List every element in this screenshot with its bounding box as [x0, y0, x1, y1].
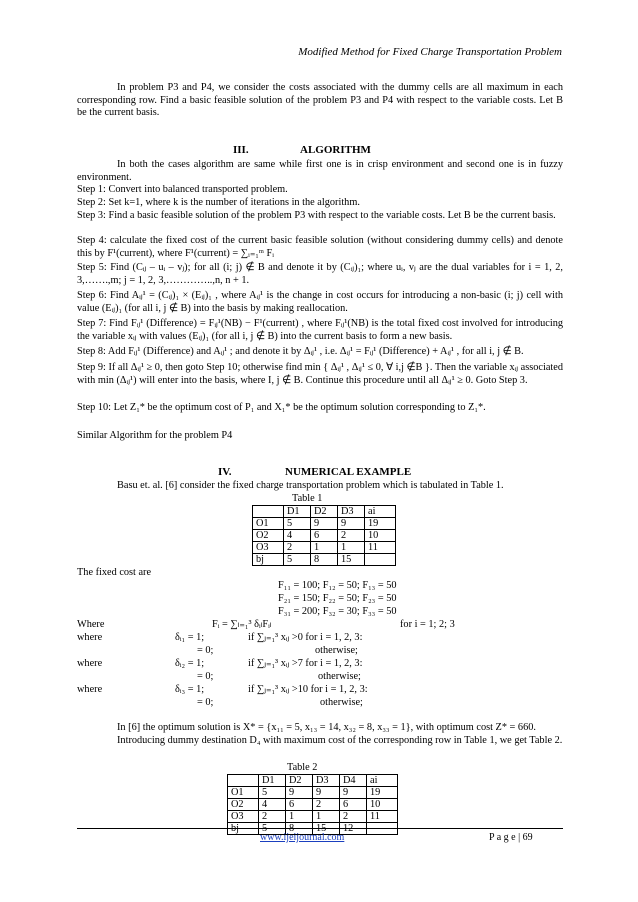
- fixed-cost-label: The fixed cost are: [77, 567, 152, 578]
- table-1-caption: Table 1: [292, 493, 323, 504]
- table-cell: D2: [286, 775, 313, 787]
- fixed-cost-row-1: F₁₁ = 100; F₁₂ = 50; F₁₃ = 50: [278, 580, 397, 591]
- table-header-row: [228, 775, 398, 787]
- table-row: [253, 554, 396, 566]
- intro-paragraph: In problem P3 and P4, we consider the costs associated with the dummy cells are all maximum in each corresponding row. Find a basic feasible solution of the problem P3 and P4 with respect to the variable costs. Let B be the current basis.: [77, 82, 563, 119]
- table-cell: 2: [284, 542, 311, 554]
- table-cell: D3: [313, 775, 340, 787]
- def-expr-1: δᵢ₁ = 1;: [175, 632, 205, 643]
- def-cond-1: if ∑ⱼ₌₁³ xᵢⱼ >0 for i = 1, 2, 3:: [248, 632, 363, 643]
- table-cell: bj: [228, 823, 259, 835]
- table-cell: 4: [259, 799, 286, 811]
- table-cell: D4: [340, 775, 367, 787]
- table-cell: 19: [365, 518, 396, 530]
- def-zero-1: = 0;: [197, 645, 214, 656]
- step-1: Step 1: Convert into balanced transported problem.: [77, 184, 288, 195]
- table-row: [228, 811, 398, 823]
- table-cell: bj: [253, 554, 284, 566]
- table-cell: 9: [338, 518, 365, 530]
- table-2: [227, 774, 398, 835]
- def-expr-2: δᵢ₂ = 1;: [175, 658, 205, 669]
- table-cell: 8: [311, 554, 338, 566]
- fixed-cost-row-3: F₃₁ = 200; F₃₂ = 30; F₃₃ = 50: [278, 606, 397, 617]
- table-cell: 2: [338, 530, 365, 542]
- table-cell: D3: [338, 506, 365, 518]
- table-cell: D1: [259, 775, 286, 787]
- table-cell: D1: [284, 506, 311, 518]
- footer-page-label: P a g e | 69: [489, 832, 533, 843]
- table-cell: 12: [340, 823, 367, 835]
- numerical-example-intro: Basu et. al. [6] consider the fixed charge transportation problem which is tabulated in Table 1.: [117, 480, 504, 491]
- table-2-caption: Table 2: [287, 762, 318, 773]
- def-cond-2: if ∑ⱼ₌₁³ xᵢⱼ >7 for i = 1, 2, 3:: [248, 658, 363, 669]
- table-cell: 5: [284, 518, 311, 530]
- table-1: [252, 505, 396, 566]
- table-cell: D2: [311, 506, 338, 518]
- table-cell: 1: [313, 811, 340, 823]
- table-cell: 15: [313, 823, 340, 835]
- table-cell: [365, 554, 396, 566]
- table-cell: 9: [286, 787, 313, 799]
- section-4-title: NUMERICAL EXAMPLE: [285, 466, 412, 478]
- def-otherwise-2: otherwise;: [318, 671, 361, 682]
- step-10: Step 10: Let Z₁* be the optimum cost of P₁ and X₁* be the optimum solution corresponding to Z₁*.: [77, 402, 486, 413]
- table-cell: [253, 506, 284, 518]
- table-cell: O1: [228, 787, 259, 799]
- footer-url[interactable]: www.ijeijournal.com: [260, 832, 345, 843]
- def-otherwise-1: otherwise;: [315, 645, 358, 656]
- running-title: Modified Method for Fixed Charge Transportation Problem: [298, 46, 562, 58]
- similar-algorithm-note: Similar Algorithm for the problem P4: [77, 430, 233, 441]
- table-cell: 9: [313, 787, 340, 799]
- table-cell: 11: [365, 542, 396, 554]
- def-label-3: where: [77, 684, 103, 695]
- def-label-2: where: [77, 658, 103, 669]
- table-cell: ai: [365, 506, 396, 518]
- algorithm-intro: In both the cases algorithm are same while first one is in crisp environment and second one is in fuzzy environment.: [77, 159, 563, 183]
- section-4-number: IV.: [218, 466, 232, 478]
- table-cell: 6: [340, 799, 367, 811]
- table-cell: 1: [286, 811, 313, 823]
- table-cell: 19: [367, 787, 398, 799]
- table-cell: 5: [284, 554, 311, 566]
- table-cell: ai: [367, 775, 398, 787]
- table-cell: 10: [365, 530, 396, 542]
- table-header-row: [253, 506, 396, 518]
- def-label-1: where: [77, 632, 103, 643]
- step-3: Step 3: Find a basic feasible solution of the problem P3 with respect to the variable costs. Let B be the current basis.: [77, 210, 556, 221]
- def-expr-3: δᵢ₃ = 1;: [175, 684, 205, 695]
- table-cell: 4: [284, 530, 311, 542]
- table-row: [228, 799, 398, 811]
- table-row: [228, 787, 398, 799]
- table-cell: O2: [253, 530, 284, 542]
- table-cell: 9: [340, 787, 367, 799]
- step-2: Step 2: Set k=1, where k is the number of iterations in the algorithm.: [77, 197, 360, 208]
- def-label-0: Where: [77, 619, 105, 630]
- step-9: Step 9: If all Δᵢⱼ¹ ≥ 0, then goto Step 10; otherwise find min { Δᵢⱼ¹ , Δᵢⱼ¹ ≤ 0, ∀ i,j ∉B }. Then the variable xᵢⱼ associated with min (Δᵢⱼ¹) will enter into the basis, where I, j ∉ B. Continue this procedure until all Δᵢⱼ¹ ≥ 0. Goto Step 3.: [77, 362, 563, 386]
- table-cell: O2: [228, 799, 259, 811]
- table-cell: 5: [259, 787, 286, 799]
- step-4: Step 4: calculate the fixed cost of the current basic feasible solution (without considering dummy cells) and denote this by F¹(current), where F¹(current) = ∑ᵢ₌₁ᵐ Fᵢ: [77, 235, 563, 259]
- table-cell: 11: [367, 811, 398, 823]
- table-cell: 10: [367, 799, 398, 811]
- def-cond-3: if ∑ⱼ₌₁³ xᵢⱼ >10 for i = 1, 2, 3:: [248, 684, 368, 695]
- dummy-destination-line: Introducing dummy destination D₄ with maximum cost of the corresponding row in Table 1, we get Table 2.: [117, 735, 563, 746]
- table-cell: O3: [253, 542, 284, 554]
- table-cell: 6: [311, 530, 338, 542]
- def-cond-0: for i = 1; 2; 3: [400, 619, 455, 630]
- section-3-title: ALGORITHM: [300, 144, 371, 156]
- table-cell: 9: [311, 518, 338, 530]
- def-otherwise-3: otherwise;: [320, 697, 363, 708]
- table-cell: O1: [253, 518, 284, 530]
- def-zero-3: = 0;: [197, 697, 214, 708]
- table-row: [253, 530, 396, 542]
- section-3-number: III.: [233, 144, 249, 156]
- table-row: [253, 518, 396, 530]
- table-cell: 5: [259, 823, 286, 835]
- def-zero-2: = 0;: [197, 671, 214, 682]
- fixed-cost-row-2: F₂₁ = 150; F₂₂ = 50; F₂₃ = 50: [278, 593, 397, 604]
- table-cell: 2: [313, 799, 340, 811]
- table-row: [253, 542, 396, 554]
- step-6: Step 6: Find Aᵢⱼ¹ = (Cᵢⱼ)₁ × (Eᵢⱼ)₁ , where Aᵢⱼ¹ is the change in cost occurs for introducing a non-basic (i; j) cell with value (Eᵢⱼ)₁ (for all i, j ∉ B) into the basis by making reallocation.: [77, 290, 563, 314]
- table-cell: [228, 775, 259, 787]
- table-cell: O3: [228, 811, 259, 823]
- table-cell: 15: [338, 554, 365, 566]
- footer-rule: [77, 828, 563, 829]
- optimum-solution-line: In [6] the optimum solution is X* = {x₁₁ = 5, x₁₃ = 14, x₃₂ = 8, x₃₃ = 1}, with optimum cost Z* = 660.: [117, 722, 536, 733]
- table-cell: 1: [338, 542, 365, 554]
- table-cell: 8: [286, 823, 313, 835]
- step-7: Step 7: Find Fᵢⱼ¹ (Difference) = Fᵢⱼ¹(NB) − F¹(current) , where Fᵢⱼ¹(NB) is the total fixed cost involved for introducing the variable xᵢⱼ with values (Eᵢⱼ)₁ (for all i, j ∉ B) into the current basis to form a new basis.: [77, 318, 563, 342]
- table-cell: 1: [311, 542, 338, 554]
- step-8: Step 8: Add Fᵢⱼ¹ (Difference) and Aᵢⱼ¹ ; and denote it by Δᵢⱼ¹ , i.e. Δᵢⱼ¹ = Fᵢⱼ¹ (Difference) + Aᵢⱼ¹ , for all i, j ∉ B.: [77, 346, 524, 357]
- step-5: Step 5: Find (Cᵢⱼ – uᵢ – vⱼ); for all (i; j) ∉ B and denote it by (Cᵢⱼ)₁; where uᵢ, vⱼ are the dual variables for i = 1, 2, 3,…….,m; j = 1, 2, 3,…………..,n, n + 1.: [77, 262, 563, 286]
- table-cell: 2: [259, 811, 286, 823]
- table-cell: 6: [286, 799, 313, 811]
- def-expr-0: Fᵢ = ∑ₗ₌₁³ δᵢₗFᵢₗ: [212, 619, 272, 630]
- table-cell: 2: [340, 811, 367, 823]
